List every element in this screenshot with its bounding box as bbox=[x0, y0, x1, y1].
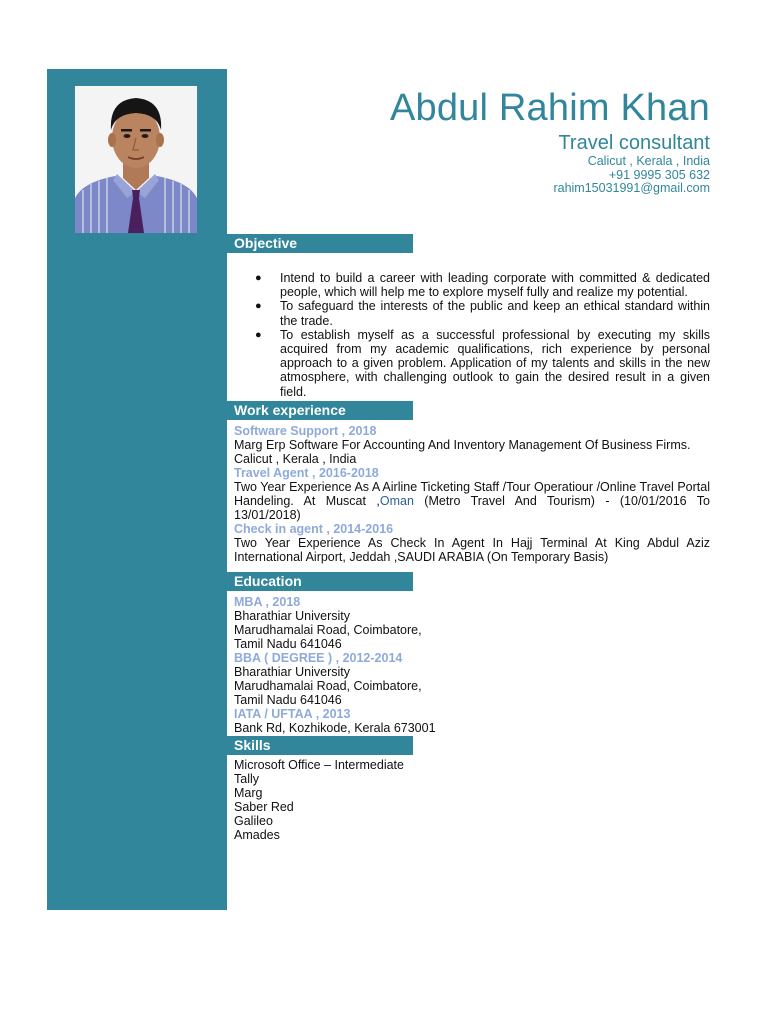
email-link[interactable]: rahim15031991@gmail.com bbox=[553, 181, 710, 195]
job-location-1: Calicut , Kerala , India bbox=[234, 452, 357, 466]
skill-item: Galileo bbox=[234, 814, 273, 828]
work-experience-heading: Work experience bbox=[227, 401, 413, 420]
skill-item: Marg bbox=[234, 786, 263, 800]
job-description-1: Marg Erp Software For Accounting And Inventory Management Of Business Firms. bbox=[234, 438, 691, 452]
job-title-3: Check in agent , 2014-2016 bbox=[234, 522, 394, 536]
degree-title: MBA , 2018 bbox=[234, 595, 301, 609]
job-description-2: Two Year Experience As A Airline Ticketing Staff /Tour Operatiour /Online Travel Portal Handeling. At Muscat ,Oman (Metro Travel And Tourism) - (10/01/2016 To 13/01/2018) bbox=[234, 480, 710, 522]
phone-text: +91 9995 305 632 bbox=[608, 167, 710, 182]
bullet-icon: ● bbox=[255, 328, 262, 341]
degree-title: BBA ( DEGREE ) , 2012-2014 bbox=[234, 651, 403, 665]
work-experience-section bbox=[234, 424, 710, 564]
address-line: Bank Rd, Kozhikode, Kerala 673001 bbox=[234, 721, 436, 735]
list-item: ● To establish myself as a successful professional by executing my skills acquired from my academic qualifications, rich experience by personal approach to a given problem. Application of my talents and skills in the new atmosphere, with challenging outlook to gain the desired result in a given field. bbox=[255, 327, 710, 399]
address-line: Tamil Nadu 641046 bbox=[234, 693, 342, 707]
institution: Bharathiar University bbox=[234, 609, 351, 623]
job-title-1: Software Support , 2018 bbox=[234, 424, 377, 438]
address-line: Marudhamalai Road, Coimbatore, bbox=[234, 679, 422, 693]
job-description-3: Two Year Experience As Check In Agent In Hajj Terminal At King Abdul Aziz International Airport, Jeddah ,SAUDI ARABIA (On Temporary Basis) bbox=[234, 536, 710, 564]
candidate-name: Abdul Rahim Khan bbox=[389, 87, 710, 129]
skill-item: Microsoft Office – Intermediate bbox=[234, 758, 404, 772]
address-line: Tamil Nadu 641046 bbox=[234, 637, 342, 651]
skill-item: Saber Red bbox=[234, 800, 294, 814]
education-heading: Education bbox=[227, 572, 413, 591]
skill-item: Tally bbox=[234, 772, 260, 786]
list-item: ● To safeguard the interests of the public and keep an ethical standard within the trade. bbox=[255, 299, 710, 328]
education-section bbox=[234, 595, 710, 735]
skill-item: Amades bbox=[234, 828, 280, 842]
job-title-2: Travel Agent , 2016-2018 bbox=[234, 466, 379, 480]
address-line: Marudhamalai Road, Coimbatore, bbox=[234, 623, 422, 637]
institution: Bharathiar University bbox=[234, 665, 351, 679]
skills-list bbox=[234, 758, 710, 842]
location-text: Calicut , Kerala , India bbox=[587, 154, 710, 168]
header bbox=[390, 86, 710, 196]
objective-list bbox=[255, 271, 710, 399]
profile-photo bbox=[75, 86, 197, 233]
job-title: Travel consultant bbox=[558, 132, 710, 154]
bullet-icon: ● bbox=[255, 272, 262, 284]
degree-title: IATA / UFTAA , 2013 bbox=[234, 707, 351, 721]
list-item: ● Intend to build a career with leading corporate with committed & dedicated people, which will help me to explore myself fully and realize my potential. bbox=[255, 271, 710, 300]
bullet-icon: ● bbox=[255, 300, 262, 313]
objective-heading: Objective bbox=[227, 234, 413, 253]
skills-heading: Skills bbox=[227, 736, 413, 755]
